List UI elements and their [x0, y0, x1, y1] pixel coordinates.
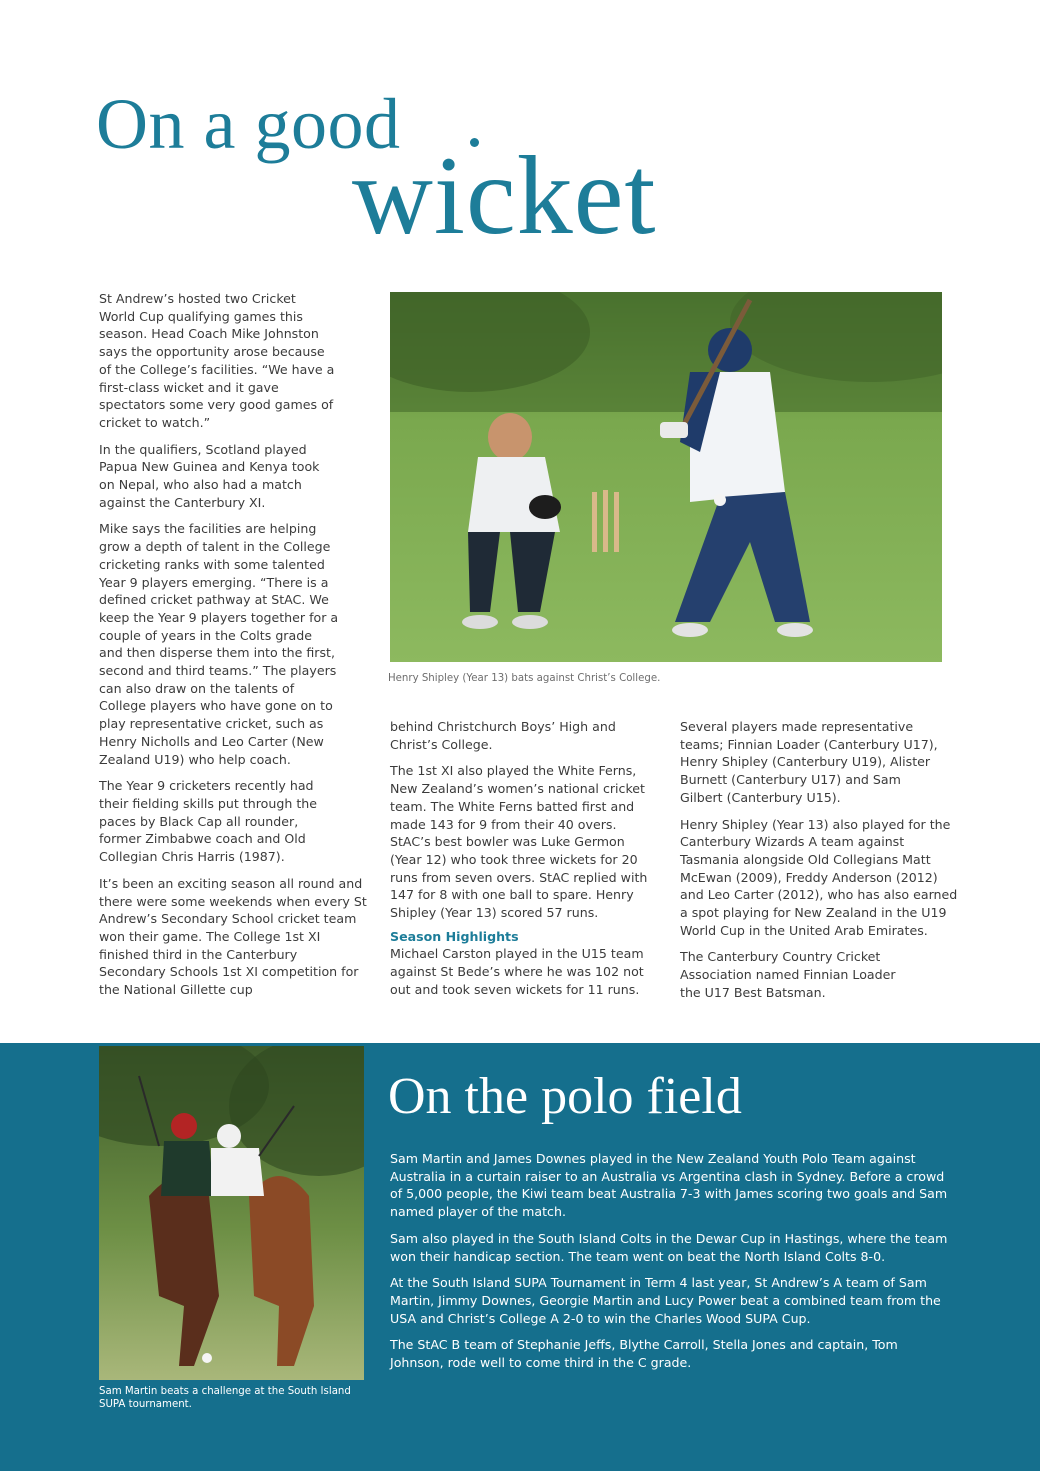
cricket-col2-p1: behind Christchurch Boys’ High and Christ’s College.	[390, 719, 616, 752]
cricket-photo	[390, 292, 942, 662]
title-line-2: wicket	[352, 134, 657, 258]
cricket-column-2	[390, 718, 660, 1008]
season-highlights-heading: Season Highlights	[390, 928, 519, 944]
cricket-photo-caption: Henry Shipley (Year 13) bats against Christ’s College.	[388, 673, 661, 684]
polo-photo-caption: Sam Martin beats a challenge at the South Island SUPA tournament.	[99, 1386, 351, 1410]
polo-p3: At the South Island SUPA Tournament in Term 4 last year, St Andrew’s A team of Sam Martin, Jimmy Downes, Georgie Martin and Lucy Power beat a combined team from the USA and Christ’s College A 2-0 to win the Charles Wood SUPA Cup.	[390, 1275, 941, 1326]
cricket-col1-p1: St Andrew’s hosted two Cricket World Cup qualifying games this season. Head Coach Mike Johnston says the opportunity arose because of the College’s facilities. “We have a first-class wicket and it gave spectators some very good games of cricket to watch.”	[99, 291, 335, 430]
polo-photo	[99, 1046, 364, 1380]
cricket-col3-p2: Henry Shipley (Year 13) also played for the Canterbury Wizards A team against Tasmania alongside Old Collegians Matt McEwan (2009), Freddy Anderson (2012) and Leo Carter (2012), who has also earned a spot playing for New Zealand in the U19 World Cup in the United Arab Emirates.	[680, 816, 958, 938]
cricket-col3-p3: The Canterbury Country Cricket Association named Finnian Loader the U17 Best Batsman.	[680, 949, 896, 1000]
cricket-col1-p4: The Year 9 cricketers recently had their fielding skills put through the paces by Black Cap all rounder, former Zimbabwe coach and Old Collegian Chris Harris (1987).	[99, 778, 317, 865]
cricket-column-1	[99, 290, 371, 1008]
polo-p4: The StAC B team of Stephanie Jeffs, Blythe Carroll, Stella Jones and captain, Tom Johnson, rode well to come third in the C grade.	[390, 1337, 898, 1371]
cricket-column-3	[680, 718, 960, 1011]
title-line-1: On a good	[96, 84, 401, 164]
cricket-col3-p1: Several players made representative teams; Finnian Loader (Canterbury U17), Henry Shipley (Canterbury U19), Alister Burnett (Canterbury U17) and Sam Gilbert (Canterbury U15).	[680, 719, 938, 805]
polo-p1: Sam Martin and James Downes played in the New Zealand Youth Polo Team against Australia in a curtain raiser to an Australia vs Argentina clash in Sydney. Before a crowd of 5,000 people, the Kiwi team beat Australia 7-3 with James scoring two goals and Sam named player of the match.	[390, 1151, 948, 1220]
polo-p2: Sam also played in the South Island Colts in the Dewar Cup in Hastings, where the team won their handicap section. The team went on beat the North Island Colts 8-0.	[390, 1230, 948, 1264]
cricket-col2-p3: Michael Carston played in the U15 team against St Bede’s where he was 102 not out and took seven wickets for 11 runs.	[390, 946, 644, 997]
cricket-col2-p2: The 1st XI also played the White Ferns, New Zealand’s women’s national cricket team. The White Ferns batted first and made 143 for 9 from their 40 overs. StAC’s best bowler was Luke Germon (Year 12) who took three wickets for 20 runs from seven overs. StAC replied with 147 for 8 with one ball to spare. Henry Shipley (Year 13) scored 57 runs.	[390, 763, 648, 921]
polo-title: On the polo field	[388, 1068, 742, 1125]
cricket-col1-p2: In the qualifiers, Scotland played Papua New Guinea and Kenya took on Nepal, who also had a match against the Canterbury XI.	[99, 441, 320, 510]
polo-text	[390, 1150, 950, 1381]
cricket-col1-p5: It’s been an exciting season all round and there were some weekends when every St Andrew’s Secondary School cricket team won their game. The College 1st XI finished third in the Canterbury Secondary Schools 1st XI competition for the National Gillette cup	[99, 875, 367, 998]
cricket-col1-p3: Mike says the facilities are helping grow a depth of talent in the College cricketing ranks with some talented Year 9 players emerging. “There is a defined cricket pathway at StAC. We keep the Year 9 players together for a couple of years in the Colts grade and then disperse them into the first, second and third teams.” The players can also draw on the talents of College players who have gone on to play representative cricket, such as Henry Nicholls and Leo Carter (New Zealand U19) who help coach.	[99, 521, 339, 767]
